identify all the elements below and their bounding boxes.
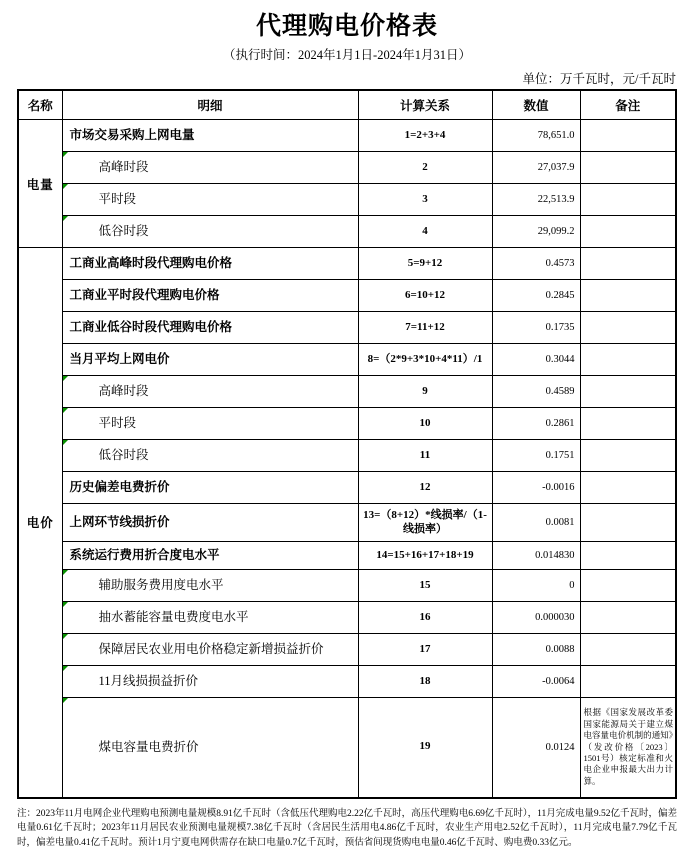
calc-cell: 16 xyxy=(358,602,492,634)
remark-cell xyxy=(580,216,676,248)
calc-cell: 13=（8+12）*线损率/（1-线损率） xyxy=(358,504,492,542)
detail-cell: 11月线损损益折价 xyxy=(62,666,358,698)
calc-cell: 2 xyxy=(358,152,492,184)
detail-cell: 工商业高峰时段代理购电价格 xyxy=(62,248,358,280)
detail-cell: 历史偏差电费折价 xyxy=(62,472,358,504)
calc-cell: 11 xyxy=(358,440,492,472)
cell-flag-triangle-icon xyxy=(63,634,68,639)
cell-flag-triangle-icon xyxy=(63,570,68,575)
remark-cell xyxy=(580,542,676,570)
remark-cell xyxy=(580,152,676,184)
remark-cell xyxy=(580,504,676,542)
footnote: 注：2023年11月电网企业代理购电预测电量规模8.91亿千瓦时（含低压代理购电2.22亿千瓦时，高压代理购电6.69亿千瓦时），11月完成电量9.52亿千瓦时，偏差电量0.61亿千瓦时；2023年11月居民农业预测电量规模7.38亿千瓦时（含居民生活用电4.86亿千瓦时，农业生产用电2.52亿千瓦时），11月完成电量7.79亿千瓦时，偏差电量0.41亿千瓦时。预计1月宁夏电网供需存在缺口电量0.7亿千瓦时，预估省间现货购电电量0.46亿千瓦时、购电费0.33亿元。 xyxy=(17,808,677,848)
remark-cell xyxy=(580,602,676,634)
value-cell: 0.1751 xyxy=(492,440,580,472)
detail-cell: 平时段 xyxy=(62,184,358,216)
remark-cell xyxy=(580,666,676,698)
remark-cell xyxy=(580,472,676,504)
header-remark: 备注 xyxy=(580,90,676,120)
calc-cell: 12 xyxy=(358,472,492,504)
remark-cell xyxy=(580,634,676,666)
table-row xyxy=(18,408,676,440)
detail-cell: 低谷时段 xyxy=(62,216,358,248)
value-cell: 0.4589 xyxy=(492,376,580,408)
calc-cell: 7=11+12 xyxy=(358,312,492,344)
cell-flag-triangle-icon xyxy=(63,666,68,671)
calc-cell: 18 xyxy=(358,666,492,698)
detail-cell: 工商业低谷时段代理购电价格 xyxy=(62,312,358,344)
table-row xyxy=(18,280,676,312)
calc-cell: 4 xyxy=(358,216,492,248)
value-cell: 0.0088 xyxy=(492,634,580,666)
table-row xyxy=(18,120,676,152)
calc-cell: 14=15+16+17+18+19 xyxy=(358,542,492,570)
table-row xyxy=(18,152,676,184)
value-cell: 27,037.9 xyxy=(492,152,580,184)
value-cell: 0.2845 xyxy=(492,280,580,312)
value-cell: 0 xyxy=(492,570,580,602)
value-cell: 0.014830 xyxy=(492,542,580,570)
cell-flag-triangle-icon xyxy=(63,376,68,381)
header-detail: 明细 xyxy=(62,90,358,120)
remark-cell xyxy=(580,280,676,312)
detail-cell: 平时段 xyxy=(62,408,358,440)
page-title: 代理购电价格表 xyxy=(255,13,438,40)
value-cell: 0.2861 xyxy=(492,408,580,440)
remark-cell xyxy=(580,570,676,602)
remark-cell xyxy=(580,184,676,216)
value-cell: -0.0064 xyxy=(492,666,580,698)
price-table xyxy=(17,89,677,799)
header-calc: 计算关系 xyxy=(358,90,492,120)
table-row xyxy=(18,602,676,634)
table-row xyxy=(18,440,676,472)
table-row xyxy=(18,216,676,248)
value-cell: -0.0016 xyxy=(492,472,580,504)
calc-cell: 9 xyxy=(358,376,492,408)
value-cell: 0.0081 xyxy=(492,504,580,542)
cell-flag-triangle-icon xyxy=(63,216,68,221)
unit-note: 单位：万千瓦时，元/千瓦时 xyxy=(522,72,676,86)
detail-cell: 煤电容量电费折价 xyxy=(62,698,358,798)
cell-flag-triangle-icon xyxy=(63,602,68,607)
cell-flag-triangle-icon xyxy=(63,184,68,189)
value-cell: 78,651.0 xyxy=(492,120,580,152)
value-cell: 0.4573 xyxy=(492,248,580,280)
cell-flag-triangle-icon xyxy=(63,408,68,413)
remark-cell xyxy=(580,376,676,408)
value-cell: 22,513.9 xyxy=(492,184,580,216)
detail-cell: 高峰时段 xyxy=(62,376,358,408)
cell-flag-triangle-icon xyxy=(63,440,68,445)
calc-cell: 15 xyxy=(358,570,492,602)
value-cell: 0.000030 xyxy=(492,602,580,634)
detail-cell: 上网环节线损折价 xyxy=(62,504,358,542)
table-row xyxy=(18,184,676,216)
remark-cell xyxy=(580,312,676,344)
table-row xyxy=(18,248,676,280)
detail-cell: 保障居民农业用电价格稳定新增损益折价 xyxy=(62,634,358,666)
value-cell: 0.3044 xyxy=(492,344,580,376)
table-row xyxy=(18,698,676,798)
remark-cell: 根据《国家发展改革委 国家能源局关于建立煤电容量电价机制的通知》（发改价格〔2023〕1501号）核定标准和火电企业申报最大出力计算。 xyxy=(580,698,676,798)
table-row xyxy=(18,542,676,570)
calc-cell: 8=（2*9+3*10+4*11）/1 xyxy=(358,344,492,376)
group-label-quantity: 电量 xyxy=(18,120,62,248)
detail-cell: 工商业平时段代理购电价格 xyxy=(62,280,358,312)
table-row xyxy=(18,344,676,376)
value-cell: 0.0124 xyxy=(492,698,580,798)
table-row xyxy=(18,634,676,666)
execution-period-subtitle: （执行时间：2024年1月1日-2024年1月31日） xyxy=(223,48,471,62)
remark-cell xyxy=(580,120,676,152)
group-label-price: 电价 xyxy=(18,248,62,798)
table-row xyxy=(18,376,676,408)
header-name: 名称 xyxy=(18,90,62,120)
calc-cell: 1=2+3+4 xyxy=(358,120,492,152)
table-row xyxy=(18,504,676,542)
detail-cell: 当月平均上网电价 xyxy=(62,344,358,376)
remark-cell xyxy=(580,440,676,472)
remark-cell xyxy=(580,248,676,280)
table-row xyxy=(18,570,676,602)
value-cell: 0.1735 xyxy=(492,312,580,344)
table-row xyxy=(18,666,676,698)
detail-cell: 辅助服务费用度电水平 xyxy=(62,570,358,602)
calc-cell: 6=10+12 xyxy=(358,280,492,312)
cell-flag-triangle-icon xyxy=(63,698,68,703)
table-header-row xyxy=(18,90,676,120)
calc-cell: 5=9+12 xyxy=(358,248,492,280)
cell-flag-triangle-icon xyxy=(63,152,68,157)
table-row xyxy=(18,312,676,344)
detail-cell: 低谷时段 xyxy=(62,440,358,472)
calc-cell: 17 xyxy=(358,634,492,666)
remark-cell xyxy=(580,408,676,440)
calc-cell: 10 xyxy=(358,408,492,440)
detail-cell: 高峰时段 xyxy=(62,152,358,184)
calc-cell: 3 xyxy=(358,184,492,216)
table-row xyxy=(18,472,676,504)
calc-cell: 19 xyxy=(358,698,492,798)
value-cell: 29,099.2 xyxy=(492,216,580,248)
header-value: 数值 xyxy=(492,90,580,120)
detail-cell: 抽水蓄能容量电费度电水平 xyxy=(62,602,358,634)
detail-cell: 系统运行费用折合度电水平 xyxy=(62,542,358,570)
remark-cell xyxy=(580,344,676,376)
detail-cell: 市场交易采购上网电量 xyxy=(62,120,358,152)
